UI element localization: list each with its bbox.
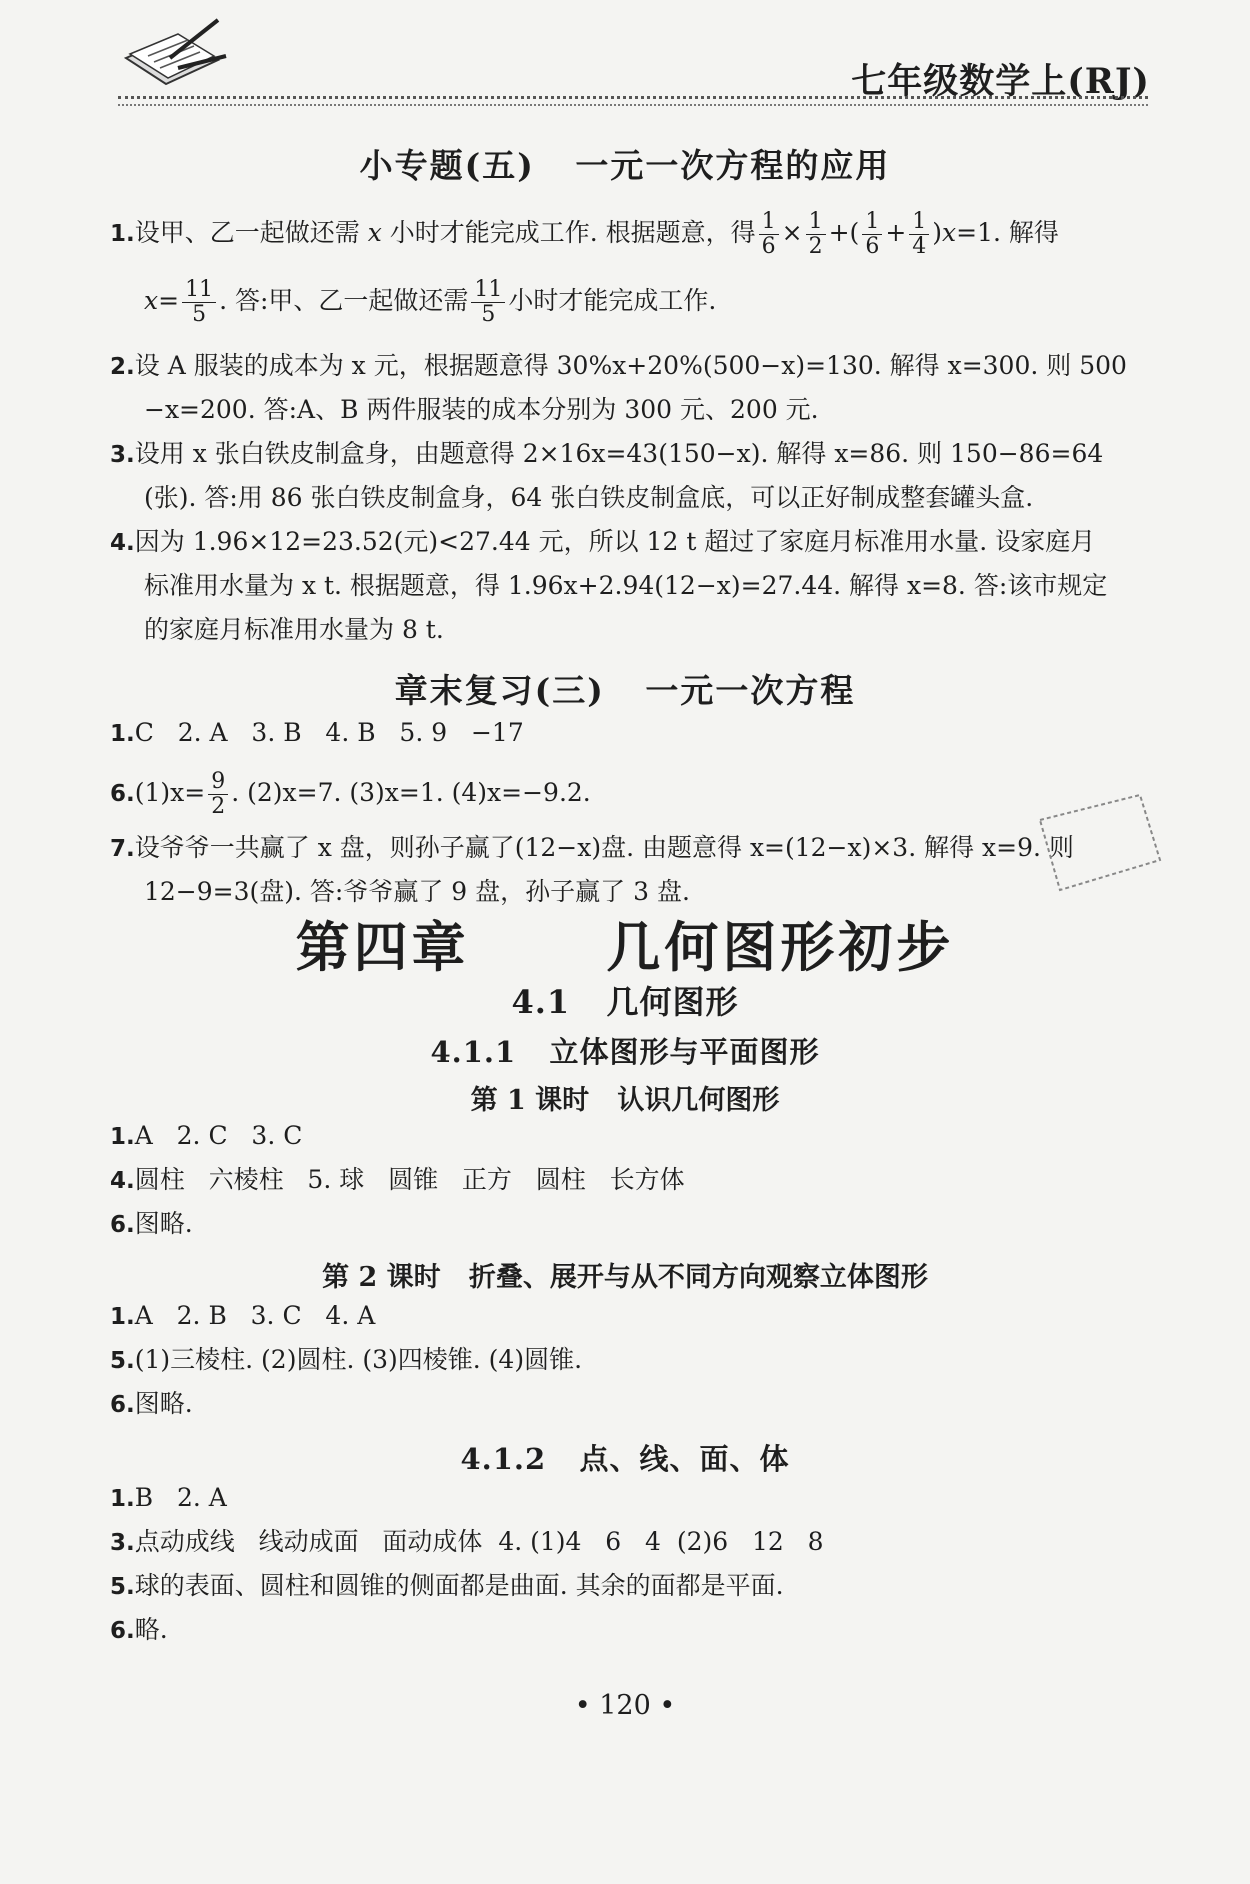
- answer-line: 3.设用 x 张白铁皮制盒身，由题意得 2×16x=43(150−x). 解得 x=86. 则 150−86=64: [110, 439, 1104, 468]
- answer-line: −x=200. 答:A、B 两件服装的成本分别为 300 元、200 元.: [144, 395, 819, 424]
- answer-line: 3.点动成线 线动成面 面动成体 4. (1)4 6 4 (2)6 12 8: [110, 1527, 824, 1556]
- fraction: $\frac{1}{6}$: [862, 210, 882, 259]
- answer-line: 标准用水量为 x t. 根据题意，得 1.96x+2.94(12−x)=27.44. 解得 x=8. 答:该市规定: [144, 571, 1108, 600]
- fraction: $\frac{9}{2}$: [208, 770, 228, 819]
- fraction: $\frac{11}{5}$: [182, 278, 216, 327]
- answer-line: 1.A 2. B 3. C 4. A: [110, 1301, 376, 1330]
- section-title-topic5: 小专题(五) 一元一次方程的应用: [359, 146, 891, 185]
- fraction: $\frac{1}{6}$: [759, 210, 779, 259]
- lesson-title-2: 第 2 课时 折叠、展开与从不同方向观察立体图形: [322, 1262, 928, 1293]
- lesson-title-1: 第 1 课时 认识几何图形: [470, 1085, 780, 1116]
- answer-line: 6.图略.: [110, 1389, 193, 1418]
- notebook-pencil-icon: [118, 18, 228, 88]
- stamp-seal-icon: [1020, 790, 1170, 900]
- header-divider: [118, 96, 1148, 99]
- answer-line: (张). 答:用 86 张白铁皮制盒身，64 张白铁皮制盒底，可以正好制成整套罐头盒.: [144, 483, 1034, 512]
- answer-line: 2.设 A 服装的成本为 x 元，根据题意得 30%x+20%(500−x)=130. 解得 x=300. 则 500: [110, 351, 1127, 380]
- answer-line: 6.(1)x= $\frac{9}{2}$ . (2)x=7. (3)x=1. (4)x=−9.2.: [110, 769, 591, 819]
- answer-line: 4.因为 1.96×12=23.52(元)<27.44 元，所以 12 t 超过了家庭月标准用水量. 设家庭月: [110, 527, 1096, 556]
- header-divider-secondary: [118, 104, 1148, 106]
- answer-line: 12−9=3(盘). 答:爷爷赢了 9 盘，孙子赢了 3 盘.: [144, 877, 690, 906]
- page-number: • 120 •: [574, 1690, 676, 1721]
- header-title: 七年级数学上(RJ): [851, 61, 1150, 102]
- answer-line: 5.球的表面、圆柱和圆锥的侧面都是曲面. 其余的面都是平面.: [110, 1571, 784, 1600]
- answer-line: 5.(1)三棱柱. (2)圆柱. (3)四棱锥. (4)圆锥.: [110, 1345, 583, 1374]
- answer-line: x= $\frac{11}{5}$ . 答:甲、乙一起做还需 $\frac{11}{5}$ 小时才能完成工作.: [144, 277, 717, 327]
- fraction: $\frac{11}{5}$: [471, 278, 505, 327]
- section-title-4-1-1: 4.1.1 立体图形与平面图形: [430, 1035, 820, 1069]
- answer-line: 6.图略.: [110, 1209, 193, 1238]
- section-title-4-1-2: 4.1.2 点、线、面、体: [460, 1442, 790, 1476]
- section-title-4-1: 4.1 几何图形: [511, 983, 739, 1021]
- fraction: $\frac{1}{4}$: [909, 210, 929, 259]
- answer-line: 4.圆柱 六棱柱 5. 球 圆锥 正方 圆柱 长方体: [110, 1165, 685, 1194]
- answer-line: 1.C 2. A 3. B 4. B 5. 9 −17: [110, 718, 524, 747]
- answer-line: 1.B 2. A: [110, 1483, 227, 1512]
- answer-line: 的家庭月标准用水量为 8 t.: [144, 615, 444, 644]
- fraction: $\frac{1}{2}$: [806, 210, 826, 259]
- chapter-title: 第四章 几何图形初步: [295, 916, 955, 979]
- answer-line: 1.设甲、乙一起做还需 x 小时才能完成工作. 根据题意，得 $\frac{1}{6}$ × $\frac{1}{2}$ +( $\frac{1}{6}$ + $\frac{1}{4}$ )x=1. 解得: [110, 209, 1059, 259]
- section-title-review3: 章末复习(三) 一元一次方程: [394, 671, 856, 710]
- answer-line: 6.略.: [110, 1615, 168, 1644]
- answer-line: 7.设爷爷一共赢了 x 盘，则孙子赢了(12−x)盘. 由题意得 x=(12−x)×3. 解得 x=9. 则: [110, 833, 1074, 862]
- answer-line: 1.A 2. C 3. C: [110, 1121, 303, 1150]
